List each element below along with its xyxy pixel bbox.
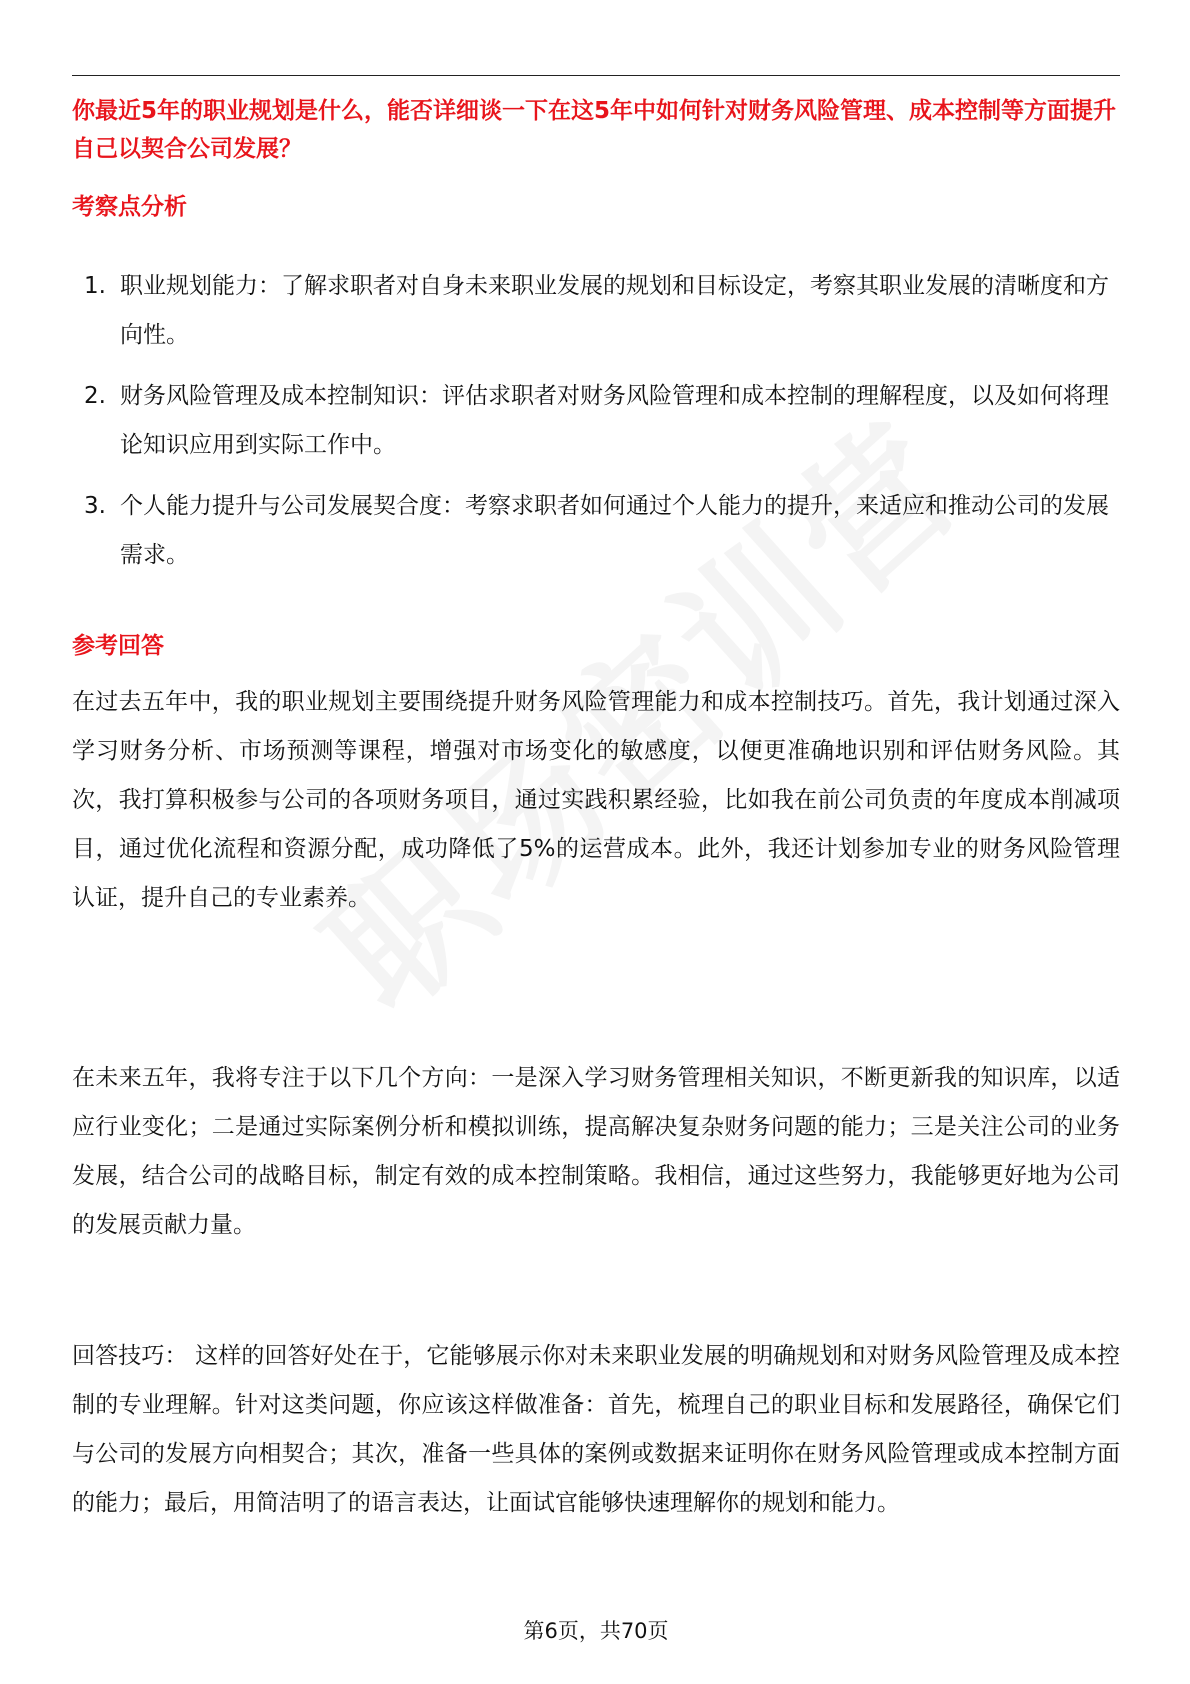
answer-tips-paragraph: 回答技巧： 这样的回答好处在于，它能够展示你对未来职业发展的明确规划和对财务风险管理及成本控制的专业理解。针对这类问题，你应该这样做准备：首先，梳理自己的职业目标和发展路径，确保它们与公司的发展方向相契合；其次，准备一些具体的案例或数据来证明你在财务风险管理或成本控制方面的能力；最后，用简洁明了的语言表达，让面试官能够快速理解你的规划和能力。	[72, 1343, 1120, 1516]
list-item-number: 3.	[84, 493, 106, 519]
list-item	[72, 482, 1120, 580]
document-page	[72, 0, 1120, 1684]
top-divider	[72, 75, 1120, 76]
list-item-text: 职业规划能力：了解求职者对自身未来职业发展的规划和目标设定，考察其职业发展的清晰度和方向性。	[120, 273, 1109, 348]
answer-heading: 参考回答	[72, 633, 164, 659]
list-item-text: 个人能力提升与公司发展契合度：考察求职者如何通过个人能力的提升，来适应和推动公司的发展需求。	[120, 493, 1109, 568]
list-item-number: 1.	[84, 273, 106, 299]
list-item-number: 2.	[84, 383, 106, 409]
answer-paragraph: 在过去五年中，我的职业规划主要围绕提升财务风险管理能力和成本控制技巧。首先，我计划通过深入学习财务分析、市场预测等课程，增强对市场变化的敏感度，以便更准确地识别和评估财务风险。其次，我打算积极参与公司的各项财务项目，通过实践积累经验，比如我在前公司负责的年度成本削减项目，通过优化流程和资源分配，成功降低了5%的运营成本。此外，我还计划参加专业的财务风险管理认证，提升自己的专业素养。	[72, 689, 1120, 911]
analysis-heading: 考察点分析	[72, 194, 187, 220]
list-item	[72, 372, 1120, 470]
list-item-text: 财务风险管理及成本控制知识：评估求职者对财务风险管理和成本控制的理解程度，以及如何将理论知识应用到实际工作中。	[120, 383, 1109, 458]
analysis-list	[72, 262, 1120, 592]
list-item	[72, 262, 1120, 360]
answer-paragraph: 在未来五年，我将专注于以下几个方向：一是深入学习财务管理相关知识，不断更新我的知识库，以适应行业变化；二是通过实际案例分析和模拟训练，提高解决复杂财务问题的能力；三是关注公司的业务发展，结合公司的战略目标，制定有效的成本控制策略。我相信，通过这些努力，我能够更好地为公司的发展贡献力量。	[72, 1065, 1120, 1238]
page-number: 第6页，共70页	[523, 1619, 669, 1643]
question-title: 你最近5年的职业规划是什么，能否详细谈一下在这5年中如何针对财务风险管理、成本控制等方面提升自己以契合公司发展？	[72, 98, 1117, 162]
